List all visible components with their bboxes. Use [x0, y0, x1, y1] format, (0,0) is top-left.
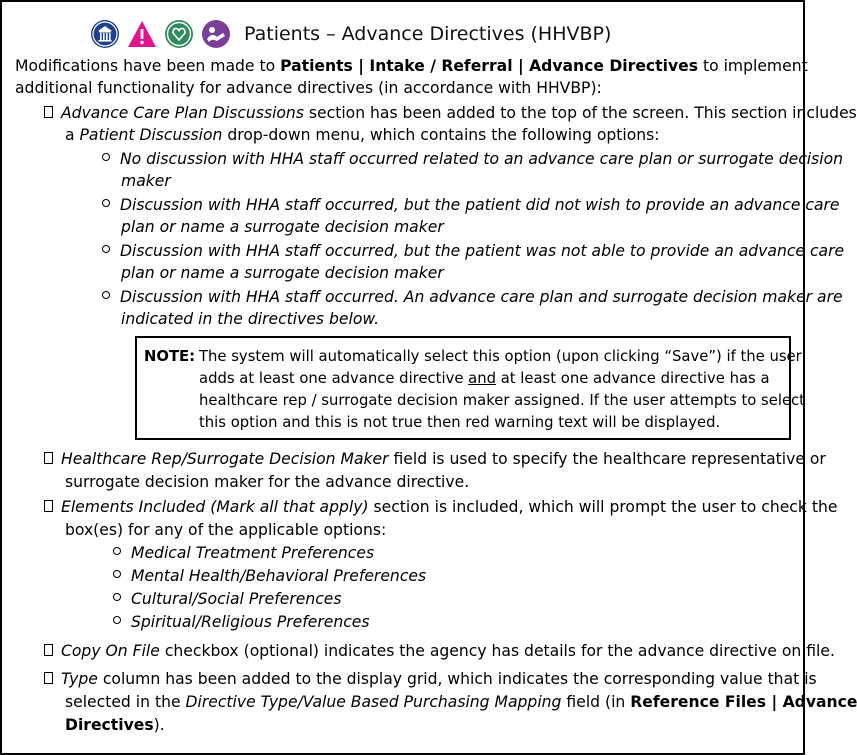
bullet-advance-care-plan	[44, 102, 857, 125]
note-line: healthcare rep / surrogate decision maker assigned. If the user attempts to select	[199, 392, 805, 409]
note-emphasis: and	[468, 370, 496, 387]
field-name: Copy On File	[61, 642, 160, 660]
element-text: Cultural/Social Preferences	[131, 590, 342, 608]
intro-line-1	[15, 55, 808, 78]
option-text: No discussion with HHA staff occurred related to an advance care plan or surrogate decision	[120, 150, 844, 168]
bullet-advance-care-plan-cont	[65, 124, 660, 147]
option-item	[102, 148, 843, 171]
circle-bullet-icon	[113, 570, 121, 578]
option-text: Discussion with HHA staff occurred. An advance care plan and surrogate decision maker are	[120, 288, 843, 306]
intro-text: Modifications have been made to	[15, 57, 281, 75]
bullet-text: ).	[153, 716, 165, 734]
bullet-box-icon	[44, 106, 53, 118]
page-header	[90, 16, 611, 52]
bullet-elements-included	[44, 496, 837, 519]
note-text: adds at least one advance directive	[199, 370, 469, 387]
home-health-icon	[90, 19, 120, 49]
bullet-text: section has been added to the top of the screen. This section includes	[303, 104, 857, 122]
circle-bullet-icon	[113, 547, 121, 555]
bullet-type-column-cont	[65, 714, 165, 737]
note-line: The system will automatically select this option (upon clicking “Save”) if the user	[199, 348, 802, 365]
bullet-text: drop-down menu, which contains the following options:	[222, 126, 660, 144]
menu-path: Directives	[65, 716, 154, 734]
element-item	[113, 565, 426, 588]
bullet-box-icon	[44, 452, 53, 464]
intro-text: to implement	[698, 57, 808, 75]
page-title: Patients – Advance Directives (HHVBP)	[244, 23, 612, 45]
circle-bullet-icon	[102, 199, 110, 207]
circle-bullet-icon	[102, 153, 110, 161]
bullet-type-column	[44, 668, 817, 691]
bullet-text: column has been added to the display grid, which indicates the corresponding value that is	[97, 670, 817, 688]
option-text: Discussion with HHA staff occurred, but the patient was not able to provide an advance care	[120, 242, 845, 260]
circle-bullet-icon	[113, 593, 121, 601]
circle-bullet-icon	[102, 291, 110, 299]
field-name: Healthcare Rep/Surrogate Decision Maker	[61, 450, 389, 468]
element-text: Medical Treatment Preferences	[131, 544, 375, 562]
bullet-box-icon	[44, 672, 53, 684]
circle-bullet-icon	[102, 245, 110, 253]
option-item	[102, 194, 840, 217]
element-item	[113, 588, 342, 611]
bullet-box-icon	[44, 644, 53, 656]
option-item	[102, 240, 844, 263]
bullet-text: section is included, which will prompt the user to check the	[368, 498, 838, 516]
option-text: Discussion with HHA staff occurred, but the patient did not wish to provide an advance care	[120, 196, 840, 214]
bullet-text: field is used to specify the healthcare representative or	[388, 450, 826, 468]
bullet-box-icon	[44, 500, 53, 512]
note-text: at least one advance directive has a	[496, 370, 770, 387]
bullet-healthcare-rep	[44, 448, 826, 471]
option-item-cont: maker	[121, 172, 171, 190]
note-box	[135, 336, 805, 440]
bullet-elements-included-cont: box(es) for any of the applicable options:	[65, 521, 387, 539]
bullet-text: checkbox (optional) indicates the agency has details for the advance directive on file.	[159, 642, 835, 660]
option-item	[102, 286, 843, 309]
bullet-copy-on-file	[44, 640, 835, 663]
element-text: Spiritual/Religious Preferences	[131, 613, 370, 631]
intro-line-2: additional functionality for advance directives (in accordance with HHVBP):	[15, 79, 602, 97]
field-name: Patient Discussion	[79, 126, 223, 144]
bullet-healthcare-rep-cont: surrogate decision maker for the advance directive.	[65, 473, 470, 491]
hospice-icon	[127, 19, 157, 49]
menu-path: Reference Files | Advance	[630, 693, 857, 711]
section-name: Advance Care Plan Discussions	[61, 104, 304, 122]
palliative-icon	[201, 19, 231, 49]
bullet-text: field (in	[561, 693, 631, 711]
element-item	[113, 542, 374, 565]
element-text: Mental Health/Behavioral Preferences	[131, 567, 427, 585]
bullet-type-column-cont	[65, 691, 857, 714]
note-label: NOTE:	[144, 348, 196, 365]
menu-path: Patients | Intake / Referral | Advance Directives	[280, 57, 698, 75]
bullet-text: selected in the	[65, 693, 186, 711]
column-name: Type	[61, 670, 98, 688]
private-duty-icon	[164, 19, 194, 49]
circle-bullet-icon	[113, 616, 121, 624]
bullet-text: a	[65, 126, 80, 144]
field-name: Directive Type/Value Based Purchasing Mapping	[185, 693, 562, 711]
option-item-cont: plan or name a surrogate decision maker	[121, 264, 444, 282]
option-item-cont: indicated in the directives below.	[121, 310, 380, 328]
note-line: this option and this is not true then red warning text will be displayed.	[199, 414, 721, 431]
element-item	[113, 611, 370, 634]
option-item-cont: plan or name a surrogate decision maker	[121, 218, 444, 236]
note-line	[199, 367, 770, 390]
section-name: Elements Included (Mark all that apply)	[61, 498, 369, 516]
